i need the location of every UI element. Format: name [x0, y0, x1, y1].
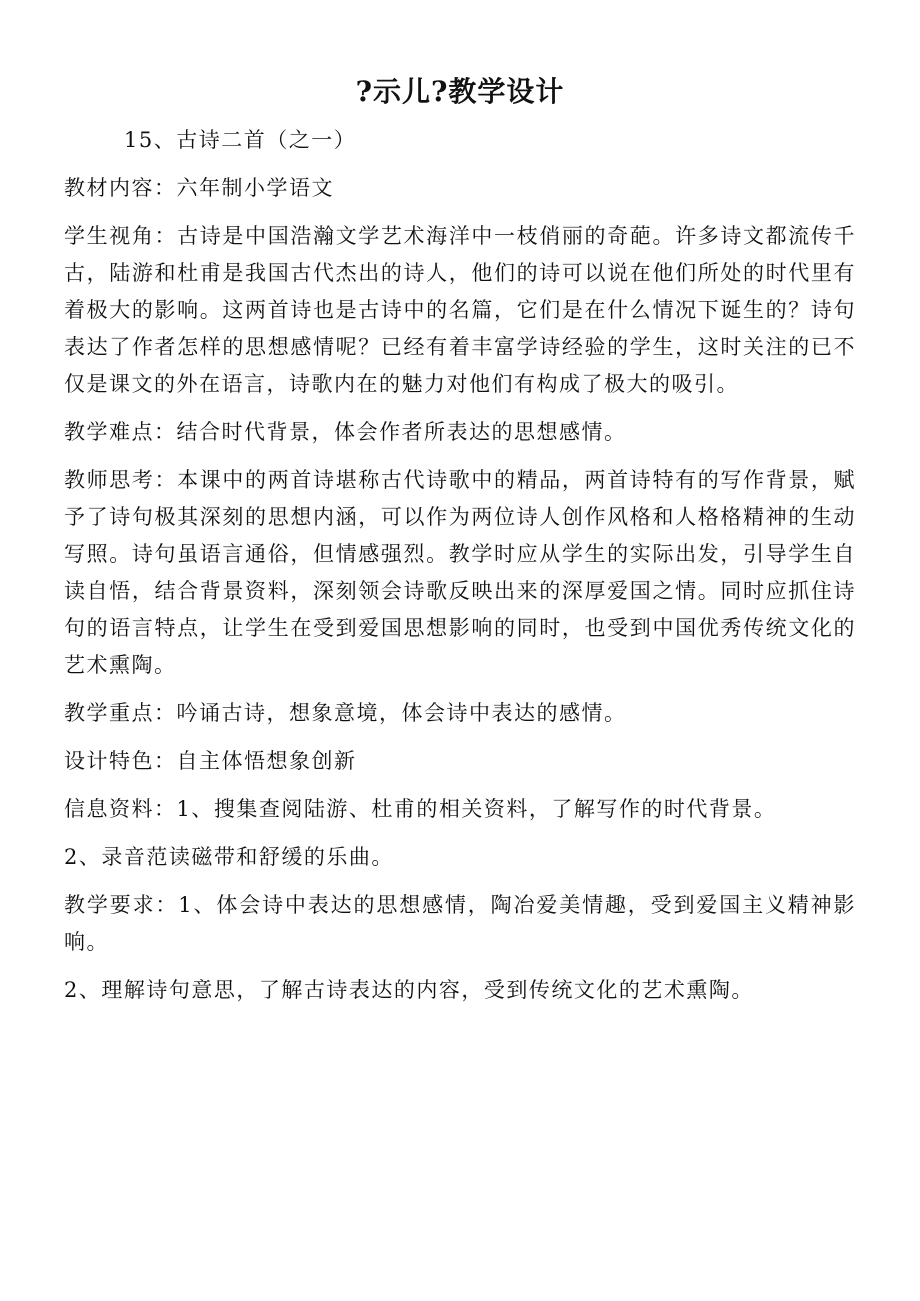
- paragraph-info-resources-2: 2、录音范读磁带和舒缓的乐曲。: [64, 845, 394, 869]
- paragraph-teaching-requirements: 教学要求：1、体会诗中表达的思想感情，陶冶爱美情趣，受到爱国主义精神影响。: [64, 893, 856, 954]
- paragraph-teaching-focus: 教学重点：吟诵古诗，想象意境，体会诗中表达的感情。: [64, 701, 627, 725]
- paragraph-teaching-requirements-2: 2、理解诗句意思，了解古诗表达的内容，受到传统文化的艺术熏陶。: [64, 978, 754, 1002]
- paragraph-teaching-difficulty: 教学难点：结合时代背景，体会作者所表达的思想感情。: [64, 420, 627, 444]
- paragraph-teacher-reflection: 教师思考：本课中的两首诗堪称古代诗歌中的精品，两首诗特有的写作背景，赋予了诗句极其深刻的思想内涵，可以作为两位诗人创作风格和人格格精神的生动写照。诗句虽语言通俗，但情感强烈。教学时应从学生的实际出发，引导学生自读自悟，结合背景资料，深刻领会诗歌反映出来的深厚爱国之情。同时应抓住诗句的语言特点，让学生在受到爱国思想影响的同时，也受到中国优秀传统文化的艺术熏陶。: [64, 468, 856, 677]
- paragraph-design-feature: 设计特色：自主体悟想象创新: [64, 749, 357, 773]
- lesson-subtitle: 15、古诗二首（之一）: [124, 128, 357, 152]
- paragraph-info-resources: 信息资料：1、搜集查阅陆游、杜甫的相关资料，了解写作的时代背景。: [64, 797, 777, 821]
- document-body: [64, 122, 856, 1020]
- document-title: ?示儿?教学设计: [355, 75, 565, 108]
- paragraph-material: 教材内容：六年制小学语文: [64, 176, 334, 200]
- paragraph-student-perspective: 学生视角：古诗是中国浩瀚文学艺术海洋中一枝俏丽的奇葩。许多诗文都流传千古，陆游和杜甫是我国古代杰出的诗人，他们的诗可以说在他们所处的时代里有着极大的影响。这两首诗也是古诗中的名篇，它们是在什么情况下诞生的？诗句表达了作者怎样的思想感情呢？已经有着丰富学诗经验的学生，这时关注的已不仅是课文的外在语言，诗歌内在的魅力对他们有构成了极大的吸引。: [64, 224, 856, 396]
